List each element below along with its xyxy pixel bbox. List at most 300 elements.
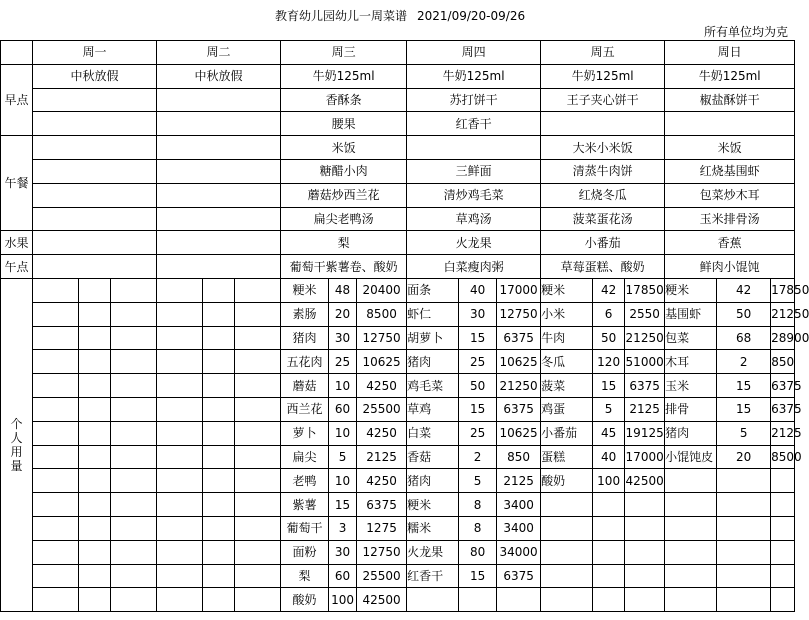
empty-cell <box>157 136 281 160</box>
usage-wed-per-child: 60 <box>329 564 357 588</box>
usage-thu-ingredient <box>407 588 459 612</box>
empty-cell <box>79 350 111 374</box>
lunch-sun-3: 包菜炒木耳 <box>665 183 795 207</box>
usage-fri-per-child: 120 <box>593 350 625 374</box>
usage-sun-ingredient: 包菜 <box>665 326 717 350</box>
empty-cell <box>33 136 157 160</box>
breakfast-wed-3: 腰果 <box>281 112 407 136</box>
empty-cell <box>79 469 111 493</box>
empty-cell <box>33 302 79 326</box>
usage-thu-per-child: 50 <box>459 374 497 398</box>
usage-fri-ingredient <box>541 588 593 612</box>
usage-thu-per-child: 40 <box>459 278 497 302</box>
usage-wed-total: 12750 <box>357 540 407 564</box>
usage-fri-total <box>625 493 665 517</box>
usage-thu-ingredient: 猪肉 <box>407 469 459 493</box>
usage-sun-per-child <box>717 564 771 588</box>
empty-cell <box>79 397 111 421</box>
empty-cell <box>33 231 157 255</box>
empty-cell <box>157 493 203 517</box>
empty-cell <box>111 350 157 374</box>
empty-cell <box>235 564 281 588</box>
empty-cell <box>157 88 281 112</box>
fruit-fri: 小番茄 <box>541 231 665 255</box>
usage-sun-ingredient: 小馄饨皮 <box>665 445 717 469</box>
usage-fri-total: 6375 <box>625 374 665 398</box>
usage-sun-total: 8500 <box>771 445 795 469</box>
usage-wed-total: 20400 <box>357 278 407 302</box>
empty-cell <box>203 326 235 350</box>
empty-cell <box>79 374 111 398</box>
lunch-thu-4: 草鸡汤 <box>407 207 541 231</box>
usage-fri-total: 42500 <box>625 469 665 493</box>
usage-fri-total <box>625 588 665 612</box>
usage-sun-ingredient <box>665 469 717 493</box>
empty-cell <box>111 326 157 350</box>
empty-cell <box>203 421 235 445</box>
day-header-sun: 周日 <box>665 41 795 65</box>
empty-cell <box>111 397 157 421</box>
usage-wed-total: 4250 <box>357 374 407 398</box>
section-personal-usage <box>1 278 33 611</box>
usage-wed-per-child: 30 <box>329 540 357 564</box>
breakfast-sun-2: 椒盐酥饼干 <box>665 88 795 112</box>
usage-sun-per-child: 15 <box>717 374 771 398</box>
usage-sun-ingredient <box>665 588 717 612</box>
usage-thu-ingredient: 草鸡 <box>407 397 459 421</box>
usage-fri-total <box>625 540 665 564</box>
usage-wed-per-child: 30 <box>329 326 357 350</box>
holiday-mon: 中秋放假 <box>33 64 157 88</box>
usage-wed-ingredient: 扁尖 <box>281 445 329 469</box>
usage-sun-per-child: 5 <box>717 421 771 445</box>
usage-sun-ingredient: 玉米 <box>665 374 717 398</box>
empty-cell <box>157 231 281 255</box>
usage-wed-ingredient: 西兰花 <box>281 397 329 421</box>
usage-sun-ingredient <box>665 493 717 517</box>
empty-cell <box>79 588 111 612</box>
lunch-wed-3: 蘑菇炒西兰花 <box>281 183 407 207</box>
usage-thu-ingredient: 红香干 <box>407 564 459 588</box>
empty-cell <box>203 374 235 398</box>
usage-sun-total <box>771 540 795 564</box>
empty-cell <box>79 326 111 350</box>
usage-thu-total: 3400 <box>497 493 541 517</box>
usage-fri-per-child: 45 <box>593 421 625 445</box>
empty-cell <box>79 302 111 326</box>
usage-wed-ingredient: 素肠 <box>281 302 329 326</box>
usage-fri-ingredient: 牛肉 <box>541 326 593 350</box>
usage-fri-per-child: 100 <box>593 469 625 493</box>
section-fruit: 水果 <box>1 231 33 255</box>
empty-cell <box>235 326 281 350</box>
usage-thu-per-child: 30 <box>459 302 497 326</box>
empty-cell <box>33 88 157 112</box>
usage-wed-total: 25500 <box>357 397 407 421</box>
usage-wed-total: 1275 <box>357 516 407 540</box>
usage-wed-total: 25500 <box>357 564 407 588</box>
usage-fri-per-child <box>593 588 625 612</box>
usage-thu-total: 6375 <box>497 326 541 350</box>
empty-cell <box>157 183 281 207</box>
holiday-tue: 中秋放假 <box>157 64 281 88</box>
section-personal-char: 人 <box>10 431 23 446</box>
empty-cell <box>203 397 235 421</box>
empty-cell <box>157 326 203 350</box>
empty-cell <box>157 469 203 493</box>
usage-sun-ingredient: 粳米 <box>665 278 717 302</box>
snack-sun: 鲜肉小馄饨 <box>665 255 795 279</box>
usage-fri-total: 21250 <box>625 326 665 350</box>
snack-row <box>1 255 795 279</box>
usage-fri-total: 2550 <box>625 302 665 326</box>
usage-sun-ingredient: 木耳 <box>665 350 717 374</box>
empty-cell <box>33 445 79 469</box>
empty-cell <box>157 445 203 469</box>
usage-thu-total <box>497 588 541 612</box>
usage-thu-total: 34000 <box>497 540 541 564</box>
lunch-thu-2: 三鲜面 <box>407 159 541 183</box>
usage-row <box>1 421 795 445</box>
breakfast-sun-3 <box>665 112 795 136</box>
usage-wed-ingredient: 萝卜 <box>281 421 329 445</box>
breakfast-thu-2: 苏打饼干 <box>407 88 541 112</box>
usage-sun-total <box>771 469 795 493</box>
empty-cell <box>157 540 203 564</box>
usage-fri-ingredient: 鸡蛋 <box>541 397 593 421</box>
usage-fri-per-child <box>593 516 625 540</box>
usage-wed-ingredient: 猪肉 <box>281 326 329 350</box>
usage-fri-total <box>625 516 665 540</box>
menu-table <box>0 40 809 612</box>
lunch-thu-1 <box>407 136 541 160</box>
empty-cell <box>111 540 157 564</box>
usage-sun-ingredient: 基围虾 <box>665 302 717 326</box>
snack-fri: 草莓蛋糕、酸奶 <box>541 255 665 279</box>
fruit-row <box>1 231 795 255</box>
usage-wed-ingredient: 葡萄干 <box>281 516 329 540</box>
usage-thu-per-child: 25 <box>459 421 497 445</box>
empty-cell <box>79 540 111 564</box>
usage-fri-ingredient <box>541 564 593 588</box>
empty-cell <box>157 302 203 326</box>
empty-cell <box>157 278 203 302</box>
lunch-sun-2: 红烧基围虾 <box>665 159 795 183</box>
usage-sun-per-child <box>717 516 771 540</box>
usage-wed-total: 4250 <box>357 421 407 445</box>
lunch-sun-1: 米饭 <box>665 136 795 160</box>
usage-thu-total: 6375 <box>497 397 541 421</box>
day-header-tue: 周二 <box>157 41 281 65</box>
empty-cell <box>33 588 79 612</box>
lunch-wed-1: 米饭 <box>281 136 407 160</box>
empty-cell <box>33 350 79 374</box>
usage-row <box>1 397 795 421</box>
empty-cell <box>157 207 281 231</box>
empty-cell <box>79 445 111 469</box>
empty-cell <box>33 421 79 445</box>
empty-cell <box>33 397 79 421</box>
empty-cell <box>33 374 79 398</box>
empty-cell <box>111 516 157 540</box>
empty-cell <box>33 564 79 588</box>
usage-thu-ingredient: 虾仁 <box>407 302 459 326</box>
empty-cell <box>203 540 235 564</box>
empty-cell <box>157 350 203 374</box>
empty-cell <box>111 278 157 302</box>
usage-fri-per-child: 5 <box>593 397 625 421</box>
empty-cell <box>111 588 157 612</box>
usage-sun-ingredient: 猪肉 <box>665 421 717 445</box>
section-personal-char: 量 <box>10 459 23 474</box>
empty-cell <box>157 397 203 421</box>
empty-cell <box>111 302 157 326</box>
lunch-row-4 <box>1 207 795 231</box>
usage-sun-total <box>771 493 795 517</box>
empty-cell <box>33 326 79 350</box>
empty-cell <box>79 493 111 517</box>
usage-thu-total: 17000 <box>497 278 541 302</box>
usage-fri-per-child <box>593 540 625 564</box>
usage-fri-per-child <box>593 493 625 517</box>
usage-thu-per-child: 2 <box>459 445 497 469</box>
fruit-wed: 梨 <box>281 231 407 255</box>
usage-thu-per-child <box>459 588 497 612</box>
usage-row <box>1 326 795 350</box>
corner-cell <box>1 41 33 65</box>
lunch-fri-1: 大米小米饭 <box>541 136 665 160</box>
usage-sun-per-child <box>717 469 771 493</box>
usage-fri-total: 17000 <box>625 445 665 469</box>
empty-cell <box>235 278 281 302</box>
empty-cell <box>203 469 235 493</box>
empty-cell <box>33 540 79 564</box>
empty-cell <box>203 302 235 326</box>
breakfast-thu-1: 牛奶125ml <box>407 64 541 88</box>
usage-wed-ingredient: 梨 <box>281 564 329 588</box>
usage-sun-ingredient: 排骨 <box>665 397 717 421</box>
usage-sun-total <box>771 564 795 588</box>
breakfast-wed-1: 牛奶125ml <box>281 64 407 88</box>
usage-fri-ingredient: 小米 <box>541 302 593 326</box>
usage-thu-total: 21250 <box>497 374 541 398</box>
usage-wed-per-child: 5 <box>329 445 357 469</box>
usage-fri-ingredient <box>541 493 593 517</box>
empty-cell <box>235 445 281 469</box>
usage-sun-ingredient <box>665 540 717 564</box>
empty-cell <box>235 421 281 445</box>
usage-sun-per-child <box>717 540 771 564</box>
empty-cell <box>79 564 111 588</box>
usage-fri-total <box>625 564 665 588</box>
empty-cell <box>157 588 203 612</box>
usage-fri-per-child: 40 <box>593 445 625 469</box>
usage-section <box>1 278 809 611</box>
usage-wed-ingredient: 酸奶 <box>281 588 329 612</box>
usage-thu-ingredient: 鸡毛菜 <box>407 374 459 398</box>
usage-sun-per-child: 42 <box>717 278 771 302</box>
usage-thu-per-child: 15 <box>459 326 497 350</box>
usage-row <box>1 469 795 493</box>
usage-thu-total: 2125 <box>497 469 541 493</box>
empty-cell <box>33 207 157 231</box>
usage-wed-per-child: 15 <box>329 493 357 517</box>
usage-wed-total: 12750 <box>357 326 407 350</box>
usage-wed-per-child: 10 <box>329 421 357 445</box>
usage-fri-per-child <box>593 564 625 588</box>
usage-thu-per-child: 15 <box>459 564 497 588</box>
fruit-thu: 火龙果 <box>407 231 541 255</box>
unit-note: 所有单位均为克 <box>703 25 788 39</box>
usage-sun-per-child <box>717 588 771 612</box>
empty-cell <box>111 374 157 398</box>
usage-wed-total: 42500 <box>357 588 407 612</box>
usage-sun-total: 21250 <box>771 302 795 326</box>
usage-sun-per-child: 20 <box>717 445 771 469</box>
breakfast-row-1 <box>1 64 795 88</box>
empty-cell <box>235 516 281 540</box>
usage-sun-per-child: 15 <box>717 397 771 421</box>
usage-wed-per-child: 3 <box>329 516 357 540</box>
lunch-row-1 <box>1 136 795 160</box>
usage-sun-per-child: 68 <box>717 326 771 350</box>
usage-wed-per-child: 25 <box>329 350 357 374</box>
usage-thu-ingredient: 胡萝卜 <box>407 326 459 350</box>
usage-fri-ingredient: 冬瓜 <box>541 350 593 374</box>
usage-wed-ingredient: 五花肉 <box>281 350 329 374</box>
usage-row <box>1 350 795 374</box>
empty-cell <box>111 469 157 493</box>
usage-thu-ingredient: 糯米 <box>407 516 459 540</box>
usage-thu-per-child: 15 <box>459 397 497 421</box>
usage-wed-per-child: 10 <box>329 374 357 398</box>
usage-thu-total: 10625 <box>497 350 541 374</box>
empty-cell <box>203 493 235 517</box>
lunch-fri-2: 清蒸牛肉饼 <box>541 159 665 183</box>
usage-wed-ingredient: 粳米 <box>281 278 329 302</box>
breakfast-row-2 <box>1 88 795 112</box>
empty-cell <box>203 588 235 612</box>
empty-cell <box>157 255 281 279</box>
title-text: 教育幼儿园幼儿一周菜谱 <box>275 9 408 23</box>
usage-wed-total: 2125 <box>357 445 407 469</box>
section-personal-char: 个 <box>10 417 23 432</box>
usage-thu-ingredient: 火龙果 <box>407 540 459 564</box>
usage-thu-total: 10625 <box>497 421 541 445</box>
section-breakfast: 早点 <box>1 64 33 135</box>
lunch-fri-4: 菠菜蛋花汤 <box>541 207 665 231</box>
empty-cell <box>79 278 111 302</box>
usage-thu-per-child: 5 <box>459 469 497 493</box>
usage-row <box>1 588 795 612</box>
usage-fri-ingredient: 蛋糕 <box>541 445 593 469</box>
snack-wed: 葡萄干紫薯卷、酸奶 <box>281 255 407 279</box>
empty-cell <box>157 159 281 183</box>
usage-fri-total: 19125 <box>625 421 665 445</box>
usage-fri-total: 51000 <box>625 350 665 374</box>
empty-cell <box>235 540 281 564</box>
empty-cell <box>33 278 79 302</box>
usage-thu-ingredient: 粳米 <box>407 493 459 517</box>
usage-row <box>1 564 795 588</box>
usage-sun-total: 2125 <box>771 421 795 445</box>
usage-sun-total: 17850 <box>771 278 795 302</box>
snack-thu: 白菜瘦肉粥 <box>407 255 541 279</box>
empty-cell <box>203 278 235 302</box>
usage-wed-total: 8500 <box>357 302 407 326</box>
usage-wed-total: 10625 <box>357 350 407 374</box>
empty-cell <box>79 421 111 445</box>
usage-sun-ingredient <box>665 564 717 588</box>
usage-row <box>1 374 795 398</box>
usage-fri-per-child: 50 <box>593 326 625 350</box>
breakfast-fri-3 <box>541 112 665 136</box>
lunch-row-3 <box>1 183 795 207</box>
usage-sun-total: 850 <box>771 350 795 374</box>
empty-cell <box>235 493 281 517</box>
usage-sun-per-child <box>717 493 771 517</box>
empty-cell <box>157 516 203 540</box>
empty-cell <box>111 564 157 588</box>
usage-sun-total <box>771 516 795 540</box>
usage-thu-per-child: 8 <box>459 516 497 540</box>
usage-row <box>1 302 795 326</box>
empty-cell <box>235 397 281 421</box>
sheet-title <box>275 9 525 23</box>
usage-wed-ingredient: 蘑菇 <box>281 374 329 398</box>
usage-fri-total: 17850 <box>625 278 665 302</box>
usage-fri-ingredient: 酸奶 <box>541 469 593 493</box>
breakfast-sun-1: 牛奶125ml <box>665 64 795 88</box>
day-header-thu: 周四 <box>407 41 541 65</box>
usage-row <box>1 516 795 540</box>
empty-cell <box>235 374 281 398</box>
empty-cell <box>33 469 79 493</box>
usage-wed-per-child: 20 <box>329 302 357 326</box>
day-header-fri: 周五 <box>541 41 665 65</box>
usage-thu-per-child: 25 <box>459 350 497 374</box>
usage-fri-ingredient: 粳米 <box>541 278 593 302</box>
empty-cell <box>33 493 79 517</box>
usage-wed-total: 6375 <box>357 493 407 517</box>
usage-row <box>1 445 795 469</box>
empty-cell <box>235 350 281 374</box>
lunch-wed-2: 糖醋小肉 <box>281 159 407 183</box>
usage-fri-ingredient: 小番茄 <box>541 421 593 445</box>
usage-fri-per-child: 15 <box>593 374 625 398</box>
empty-cell <box>157 374 203 398</box>
empty-cell <box>79 516 111 540</box>
usage-sun-ingredient <box>665 516 717 540</box>
usage-sun-total: 6375 <box>771 374 795 398</box>
empty-cell <box>235 588 281 612</box>
day-header-mon: 周一 <box>33 41 157 65</box>
usage-thu-ingredient: 面条 <box>407 278 459 302</box>
empty-cell <box>33 516 79 540</box>
usage-row <box>1 278 795 302</box>
usage-sun-per-child: 2 <box>717 350 771 374</box>
empty-cell <box>33 255 157 279</box>
usage-fri-ingredient <box>541 516 593 540</box>
usage-thu-ingredient: 白菜 <box>407 421 459 445</box>
breakfast-fri-1: 牛奶125ml <box>541 64 665 88</box>
day-header-wed: 周三 <box>281 41 407 65</box>
usage-thu-total: 3400 <box>497 516 541 540</box>
breakfast-row-3 <box>1 112 795 136</box>
usage-fri-total: 2125 <box>625 397 665 421</box>
section-personal-char: 用 <box>10 445 23 460</box>
empty-cell <box>33 183 157 207</box>
